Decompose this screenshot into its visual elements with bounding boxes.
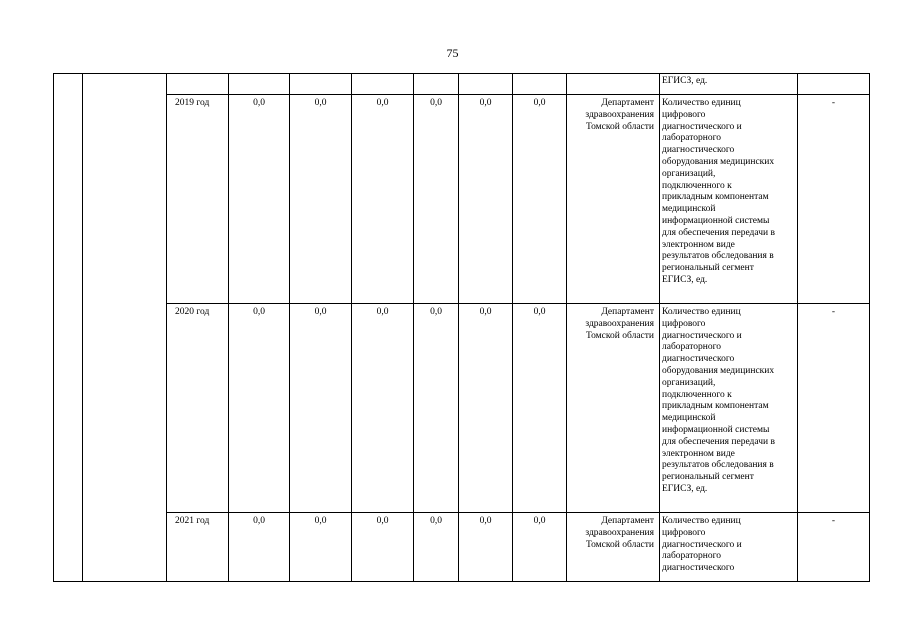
value-cell: 0,0 [290, 95, 352, 304]
value-cell: 0,0 [459, 95, 513, 304]
value-cell: 0,0 [352, 95, 414, 304]
merged-cell-name [83, 74, 167, 582]
target-value-cell: - [798, 513, 870, 582]
value-cell: 0,0 [352, 513, 414, 582]
table-row [54, 74, 870, 95]
value-cell: 0,0 [513, 304, 567, 513]
target-value-cell: - [798, 95, 870, 304]
year-cell: 2021 год [167, 513, 229, 582]
year-cell: 2020 год [167, 304, 229, 513]
value-cell: 0,0 [229, 95, 290, 304]
value-cell: 0,0 [229, 513, 290, 582]
department-cell: Департамент здравоохранения Томской области [567, 95, 660, 304]
program-table [53, 73, 870, 582]
year-cell: 2019 год [167, 95, 229, 304]
value-cell: 0,0 [459, 513, 513, 582]
value-cell: 0,0 [352, 304, 414, 513]
value-cell: 0,0 [459, 304, 513, 513]
target-value-cell: - [798, 304, 870, 513]
value-cell: 0,0 [290, 513, 352, 582]
indicator-cell: Количество единиц цифрового диагностического и лабораторного диагностического оборудования медицинских организаций, подключенного к прикладным компонентам медицинской информационной системы для обеспечения передачи в электронном виде результатов обследования в региональный сегмент ЕГИСЗ, ед. [660, 304, 798, 513]
value-cell: 0,0 [414, 513, 459, 582]
merged-cell-number [54, 74, 83, 582]
value-cell: 0,0 [513, 513, 567, 582]
indicator-cell: Количество единиц цифрового диагностического и лабораторного диагностического [660, 513, 798, 582]
indicator-cell: Количество единиц цифрового диагностического и лабораторного диагностического оборудования медицинских организаций, подключенного к прикладным компонентам медицинской информационной системы для обеспечения передачи в электронном виде результатов обследования в региональный сегмент ЕГИСЗ, ед. [660, 95, 798, 304]
indicator-cell: ЕГИСЗ, ед. [660, 74, 798, 95]
value-cell: 0,0 [414, 304, 459, 513]
page-number: 75 [446, 46, 459, 60]
value-cell: 0,0 [513, 95, 567, 304]
department-cell: Департамент здравоохранения Томской области [567, 304, 660, 513]
table-row [54, 304, 870, 513]
value-cell: 0,0 [229, 304, 290, 513]
table-row [54, 95, 870, 304]
value-cell: 0,0 [290, 304, 352, 513]
table-row [54, 513, 870, 582]
department-cell: Департамент здравоохранения Томской области [567, 513, 660, 582]
value-cell: 0,0 [414, 95, 459, 304]
